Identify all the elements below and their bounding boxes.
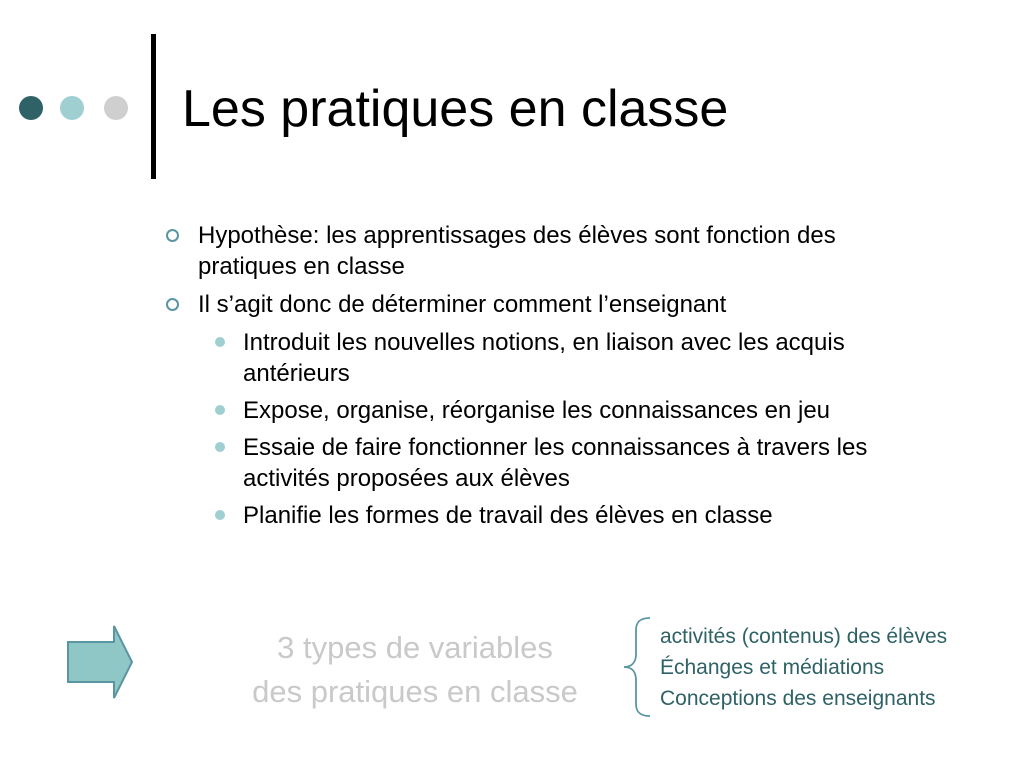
title-divider [151,34,156,179]
arrow-right-icon [66,624,136,700]
sub-bullet-list [209,327,906,531]
sub-list-item [209,432,906,494]
decor-dot-grey [104,96,128,120]
slide-title: Les pratiques en classe [182,80,729,138]
bullet-text: Il s’agit donc de déterminer comment l’enseignant [198,291,727,318]
sub-bullet-text: Essaie de faire fonctionner les connaissances à travers les activités proposées aux élèves [243,434,868,492]
variable-type-item: Conceptions des enseignants [660,687,936,710]
sub-bullet-text: Introduit les nouvelles notions, en liaison avec les acquis antérieurs [243,329,845,387]
sub-list-item [209,327,906,389]
sub-list-item [209,395,906,426]
bullet-text: Hypothèse: les apprentissages des élèves sont fonction des pratiques en classe [198,222,836,280]
sub-list-item [209,500,906,531]
sub-bullet-text: Planifie les formes de travail des élèves en classe [243,502,773,529]
dot-bullet-icon [215,405,225,415]
variables-label-line1: 3 types de variables [277,630,553,665]
variable-type-item: activités (contenus) des élèves [660,625,948,648]
dot-bullet-icon [215,442,225,452]
bullet-list [166,220,906,537]
list-item [166,220,906,282]
ring-bullet-icon [166,298,179,311]
variable-type-item: Échanges et médiations [660,656,885,679]
ring-bullet-icon [166,229,179,242]
variables-label-line2: des pratiques en classe [252,674,578,709]
variables-label [220,626,610,714]
dot-bullet-icon [215,337,225,347]
sub-bullet-text: Expose, organise, réorganise les connaissances en jeu [243,397,831,424]
list-item [166,289,906,320]
decor-dot-light [60,96,84,120]
decor-dot-dark [19,96,43,120]
dot-bullet-icon [215,510,225,520]
curly-brace-icon [620,616,654,718]
variable-types-list [660,621,947,714]
